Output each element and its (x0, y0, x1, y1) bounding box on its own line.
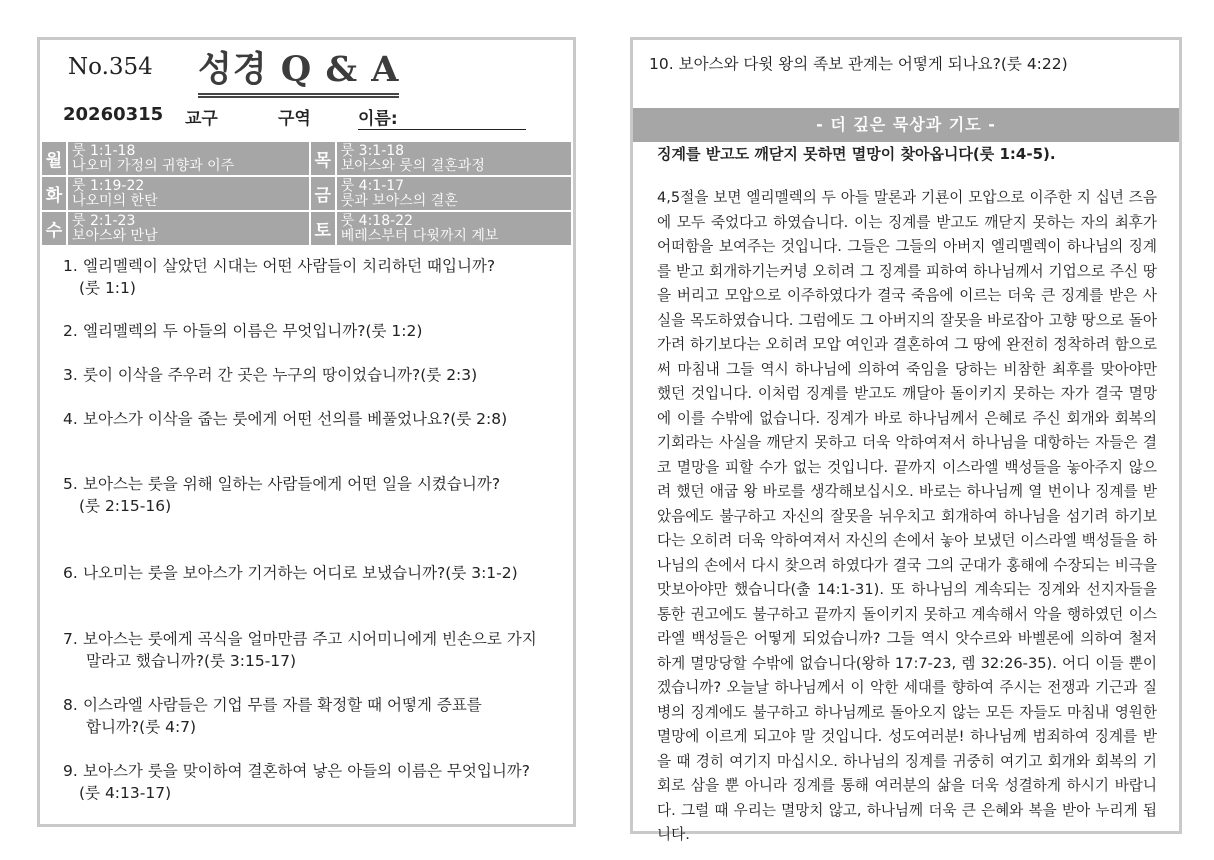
question-4 (63, 408, 507, 430)
name-label: 이름: (358, 104, 526, 130)
schedule-label: 보아스와 만남 (72, 227, 158, 244)
district-label: 구역 (278, 109, 311, 129)
question-text: 보아스는 룻을 위해 일하는 사람들에게 어떤 일을 시켰습니까? (83, 475, 501, 493)
question-5 (63, 473, 500, 517)
date: 20260315 (63, 104, 164, 125)
schedule-row (41, 176, 572, 211)
question-number: 3. (63, 366, 78, 384)
question-ref: (룻 2:15-16) (79, 497, 172, 515)
meditation-page (630, 37, 1182, 843)
schedule-label: 보아스와 룻의 결혼과정 (340, 157, 485, 174)
question-number: 8. (63, 696, 78, 714)
question-text: 엘리멜렉이 살았던 시대는 어떤 사람들이 치리하던 때입니까? (83, 257, 496, 275)
question-text: 보아스는 룻에게 곡식을 얼마만큼 주고 시어미니에게 빈손으로 가지 (83, 630, 537, 648)
meditation-banner: - 더 깊은 묵상과 기도 - (633, 108, 1179, 142)
schedule-day: 토 (310, 211, 336, 246)
question-ref: (룻 4:13-17) (79, 784, 172, 802)
question-8 (63, 694, 482, 738)
question-2 (63, 320, 422, 342)
question-9 (63, 760, 530, 804)
question-continuation: 합니까?(룻 4:7) (86, 718, 197, 736)
question-number: 1. (63, 257, 78, 275)
page-title: 성경 Q & A (198, 42, 399, 98)
schedule-label: 나오미의 한탄 (72, 192, 158, 209)
question-number: 2. (63, 322, 78, 340)
question-text: 엘리멜렉의 두 아들의 이름은 무엇입니까?(룻 1:2) (83, 322, 423, 340)
schedule-cell (336, 141, 572, 176)
schedule-day: 화 (41, 176, 67, 211)
question-ref: (룻 1:1) (79, 279, 136, 297)
question-text: 나오미는 룻을 보아스가 기거하는 어디로 보냈습니까?(룻 3:1-2) (83, 564, 518, 582)
schedule-day: 목 (310, 141, 336, 176)
schedule-ref: 룻 1:19-22 (72, 177, 145, 194)
schedule-ref: 룻 3:1-18 (340, 142, 405, 159)
schedule-cell (336, 211, 572, 246)
question-1 (63, 255, 495, 299)
question-7 (63, 628, 537, 672)
church-label: 교구 (185, 109, 218, 129)
meditation-heading: 징계를 받고도 깨닫지 못하면 멸망이 찾아옵니다(룻 1:4-5). (657, 145, 1056, 163)
question-number: 5. (63, 475, 78, 493)
question-3 (63, 364, 477, 386)
issue-number: No.354 (68, 54, 153, 80)
question-number: 7. (63, 630, 78, 648)
schedule-ref: 룻 4:1-17 (340, 177, 405, 194)
schedule-label: 베레스부터 다윗까지 계보 (340, 227, 499, 244)
meditation-body: 4,5절을 보면 엘리멜렉의 두 아들 말론과 기룐이 모압으로 이주한 지 십년 즈음에 모두 죽었다고 하였습니다. 이는 징계를 받고도 깨닫지 못하는 자의 최후가 어떠함을 보여주는 것입니다. 그들은 그들의 아버지 엘리멜렉이 하나님의 징계를 받고 회개하기는커녕 오히려 그 징계를 피하여 하나님께서 기업으로 주신 땅을 버리고 모압으로 이주하였다가 결국 죽음에 이르는 더욱 큰 징계를 받은 사실을 목도하였습니다. 그럼에도 그 아버지의 잘못을 바로잡아 고향 땅으로 돌아가려 하기보다는 오히려 모압 여인과 결혼하여 그 땅에 완전히 정착하려 함으로써 마침내 그들 역시 하나님에 의하여 죽임을 당하는 비참한 최후를 맞아야만 했던 것입니다. 이처럼 징계를 받고도 깨달아 돌이키지 못하는 자가 결국 멸망에 이를 수밖에 없습니다. 징계가 바로 하나님께서 은혜로 주신 회개와 회복의 기회라는 사실을 깨닫지 못하고 더욱 악하여져서 하나님을 대항하는 자들은 결코 멸망을 피할 수가 없는 것입니다. 끝까지 이스라엘 백성들을 놓아주지 않으려 했던 애굽 왕 바로를 생각해보십시오. 바로는 하나님께 열 번이나 징계를 받았음에도 불구하고 자신의 잘못을 뉘우치고 회개하여 하나님을 섬기려 하기보다는 오히려 더욱 악하여져서 자신의 손에서 놓아 보냈던 이스라엘 백성들을 하나님의 손에서 다시 찾으려 하였다가 결국 그의 군대가 홍해에 수장되는 비극을 맛보아야만 했습니다(출 14:1-31). 또 하나님의 계속되는 징계와 선지자들을 통한 권고에도 불구하고 끝까지 돌이키지 못하고 계속해서 악을 행하였던 이스라엘 백성들은 어떻게 되었습니까? 그들 역시 앗수르와 바벨론에 의하여 철저하게 멸망당할 수밖에 없습니다(왕하 17:7-23, 렘 32:26-35). 어디 이들 뿐이겠습니까? 오늘날 하나님께서 이 악한 세대를 향하여 주시는 전쟁과 기근과 질병의 징계에도 불구하고 하나님께로 돌아오지 않는 모든 자들도 마침내 영원한 멸망에 이르게 되고야 말 것입니다. 성도여러분! 하나님께 범죄하여 징계를 받을 때 경히 여기지 마십시오. 하나님의 징계를 귀중히 여기고 회개와 회복의 기회로 삼을 뿐 아니라 징계를 통해 여러분의 삶을 더욱 성결하게 하시기 바랍니다. 그럴 때 우리는 멸망치 않고, 하나님께 더욱 큰 은혜와 복을 받아 누리게 됩니다. (657, 189, 1157, 843)
schedule-day: 월 (41, 141, 67, 176)
question-text: 보아스가 룻을 맞이하여 결혼하여 낳은 아들의 이름은 무엇입니까? (83, 762, 530, 780)
schedule-day: 수 (41, 211, 67, 246)
question-number: 6. (63, 564, 78, 582)
question-10 (649, 52, 1068, 74)
schedule-row (41, 141, 572, 176)
question-continuation: 말라고 했습니까?(룻 3:15-17) (86, 652, 297, 670)
question-text: 보아스와 다윗 왕의 족보 관계는 어떻게 되나요?(룻 4:22) (678, 55, 1068, 73)
schedule-cell (67, 211, 310, 246)
schedule-label: 룻과 보아스의 결혼 (340, 192, 458, 209)
schedule-label: 나오미 가정의 귀향과 이주 (72, 157, 235, 174)
schedule-ref: 룻 1:1-18 (72, 142, 136, 159)
question-number: 9. (63, 762, 78, 780)
schedule-cell (67, 176, 310, 211)
question-text: 이스라엘 사람들은 기업 무를 자를 확정할 때 어떻게 증표를 (83, 696, 482, 714)
question-6 (63, 562, 518, 584)
schedule-day: 금 (310, 176, 336, 211)
question-number: 10. (649, 55, 674, 73)
schedule-ref: 룻 4:18-22 (340, 212, 413, 229)
schedule-cell (67, 141, 310, 176)
quiz-page (37, 37, 576, 827)
schedule-cell (336, 176, 572, 211)
schedule-row (41, 211, 572, 246)
schedule-ref: 룻 2:1-23 (72, 212, 136, 229)
question-text: 룻이 이삭을 주우러 간 곳은 누구의 땅이었습니까?(룻 2:3) (83, 366, 478, 384)
question-number: 4. (63, 410, 78, 428)
reading-schedule (40, 140, 573, 247)
question-text: 보아스가 이삭을 줍는 룻에게 어떤 선의를 베풀었나요?(룻 2:8) (83, 410, 508, 428)
